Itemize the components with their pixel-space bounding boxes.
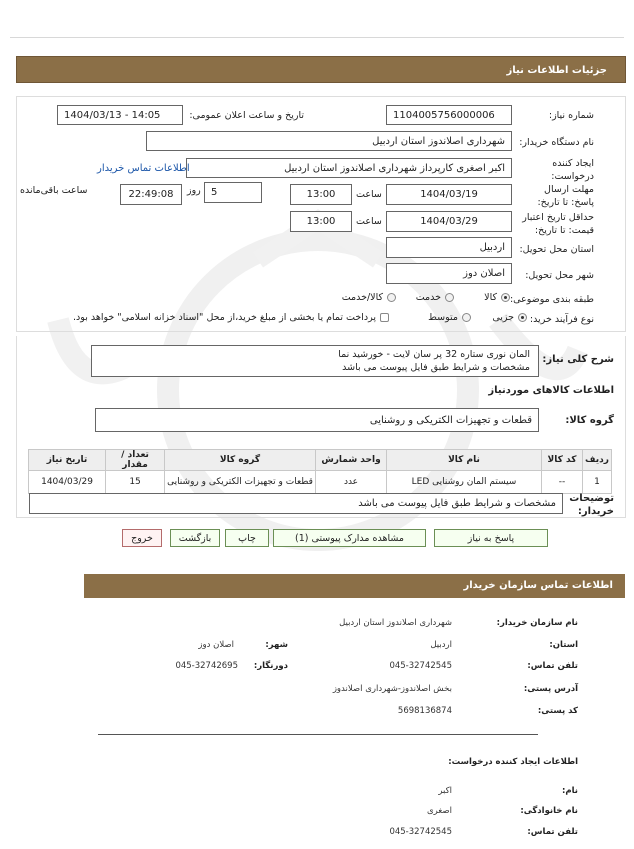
validity-date-field[interactable]: 1404/03/29 [386,211,512,232]
province-field[interactable]: اردبیل [386,237,512,258]
deadline-label: مهلت ارسال پاسخ: تا تاریخ: [537,184,594,208]
buyer-org-label: نام دستگاه خریدار: [519,137,594,148]
creator-phone-label: تلفن تماس: [527,827,578,837]
deadline-time-field[interactable]: 13:00 [290,184,352,205]
goods-table [28,449,612,494]
cell-unit: عدد [316,471,387,494]
cell-code: -- [542,471,583,494]
contact-section-title: اطلاعات تماس سازمان خریدار [463,580,613,591]
contact-section-header [84,574,625,598]
deadline-time-label: ساعت [356,189,382,200]
contact-phone-value: 045-32742545 [389,661,452,671]
creator-last-name-value: اصغری [426,806,452,816]
deadline-date-field[interactable]: 1404/03/19 [386,184,512,205]
contact-address-label: آدرس پستی: [523,684,578,694]
creator-first-name-label: نام: [561,786,578,796]
col-group: گروه کالا [165,450,316,471]
buyer-notes-field[interactable]: مشخصات و شرایط طبق فایل پیوست می باشد [29,493,563,514]
contact-postal-label: کد پستی: [537,706,578,716]
cell-date: 1404/03/29 [29,471,106,494]
col-name: نام کالا [387,450,542,471]
contact-postal-value: 5698136874 [397,706,452,716]
process-label: نوع فرآیند خرید: [529,314,594,325]
top-divider [10,37,624,38]
city-label: شهر محل تحویل: [525,270,594,281]
creator-field[interactable]: اکبر اصغری کارپرداز شهرداری اصلاندوز استان اردبیل [186,158,512,178]
buyer-notes-label: توضیحات خریدار: [569,493,614,517]
back-button[interactable]: بازگشت [170,529,220,547]
creator-last-name-label: نام خانوادگی: [520,806,578,816]
city-field[interactable]: اصلان دوز [386,263,512,284]
col-code: کد کالا [542,450,583,471]
process-option-minor[interactable]: جزیی [492,312,527,323]
contact-org-label: نام سازمان خریدار: [496,618,578,628]
reply-button[interactable]: پاسخ به نیاز [434,529,548,547]
province-label: استان محل تحویل: [519,244,594,255]
contact-fax-value: 045-32742695 [175,661,238,671]
contact-phone-label: تلفن تماس: [527,661,578,671]
contact-address-value: بخش اصلاندوز-شهرداری اصلاندوز [332,684,452,694]
contact-province-value: اردبیل [430,640,452,650]
print-button[interactable]: چاپ [225,529,269,547]
need-number-field[interactable]: 1104005756000006 [386,105,512,125]
payment-option[interactable]: پرداخت تمام یا بخشی از مبلغ خرید،از محل "اسناد خزانه اسلامی" خواهد بود. [73,312,389,323]
days-field[interactable]: 5 [204,182,262,203]
col-unit: واحد شمارش [316,450,387,471]
col-qty: تعداد / مقدار [106,450,165,471]
radio-selected-icon[interactable] [501,293,510,302]
cell-qty: 15 [106,471,165,494]
description-label: شرح کلی نیاز: [542,354,614,365]
description-box[interactable] [91,345,539,377]
need-number-label: شماره نیاز: [548,110,594,121]
announce-label: تاریخ و ساعت اعلان عمومی: [189,110,304,121]
goods-group-field[interactable]: قطعات و تجهیزات الکتریکی و روشنایی [95,408,539,432]
radio-icon[interactable] [445,293,454,302]
validity-label: حداقل تاریخ اعتبار قیمت: تا تاریخ: [522,212,594,236]
col-date: تاریخ نیاز [29,450,106,471]
contact-fax-label: دورنگار: [253,661,288,671]
description-line-2: مشخصات و شرایط طبق فایل پیوست می باشد [342,362,530,373]
goods-section-title: اطلاعات کالاهای موردنیاز [488,385,614,396]
panel-header [16,56,626,83]
validity-time-field[interactable]: 13:00 [290,211,352,232]
radio-selected-icon[interactable] [518,313,527,322]
view-attachments-button[interactable]: مشاهده مدارک پیوستی (1) [273,529,426,547]
cell-row: 1 [583,471,612,494]
days-label: روز [187,185,201,196]
process-option-medium[interactable]: متوسط [428,312,471,323]
category-option-both[interactable]: کالا/خدمت [342,292,396,303]
category-option-service[interactable]: خدمت [416,292,454,303]
description-line-1: المان نوری ستاره 32 پر سان لایت - خورشید نما [338,349,530,360]
exit-button[interactable]: خروج [122,529,162,547]
validity-time-label: ساعت [356,216,382,227]
creator-label: ایجاد کننده درخواست: [551,158,594,182]
buyer-contact-link[interactable]: اطلاعات تماس خریدار [97,163,190,174]
contact-city-label: شهر: [265,640,288,650]
cell-name: سیستم المان روشنایی LED [387,471,542,494]
announce-field[interactable]: 1404/03/13 - 14:05 [57,105,183,125]
creator-first-name-value: اکبر [438,786,452,796]
category-label: طبقه بندی موضوعی: [509,294,594,305]
category-option-goods[interactable]: کالا [484,292,510,303]
creator-phone-value: 045-32742545 [389,827,452,837]
table-row[interactable] [29,471,612,494]
radio-icon[interactable] [387,293,396,302]
panel-title: جزئیات اطلاعات نیاز [506,65,607,76]
col-row: ردیف [583,450,612,471]
contact-divider [98,734,538,735]
creator-info-title: اطلاعات ایجاد کننده درخواست: [448,757,578,767]
contact-org-value: شهرداری اصلاندوز استان اردبیل [339,618,452,628]
contact-province-label: استان: [549,640,578,650]
remaining-label: ساعت باقی‌مانده [20,185,88,196]
goods-table-header [29,450,612,471]
contact-city-value: اصلان دوز [198,640,234,650]
checkbox-icon[interactable] [380,313,389,322]
goods-group-label: گروه کالا: [565,415,614,426]
remaining-time-field[interactable]: 22:49:08 [120,184,182,205]
buyer-org-field[interactable]: شهرداری اصلاندوز استان اردبیل [146,131,512,151]
radio-icon[interactable] [462,313,471,322]
cell-group: قطعات و تجهیزات الکتریکی و روشنایی [165,471,316,494]
